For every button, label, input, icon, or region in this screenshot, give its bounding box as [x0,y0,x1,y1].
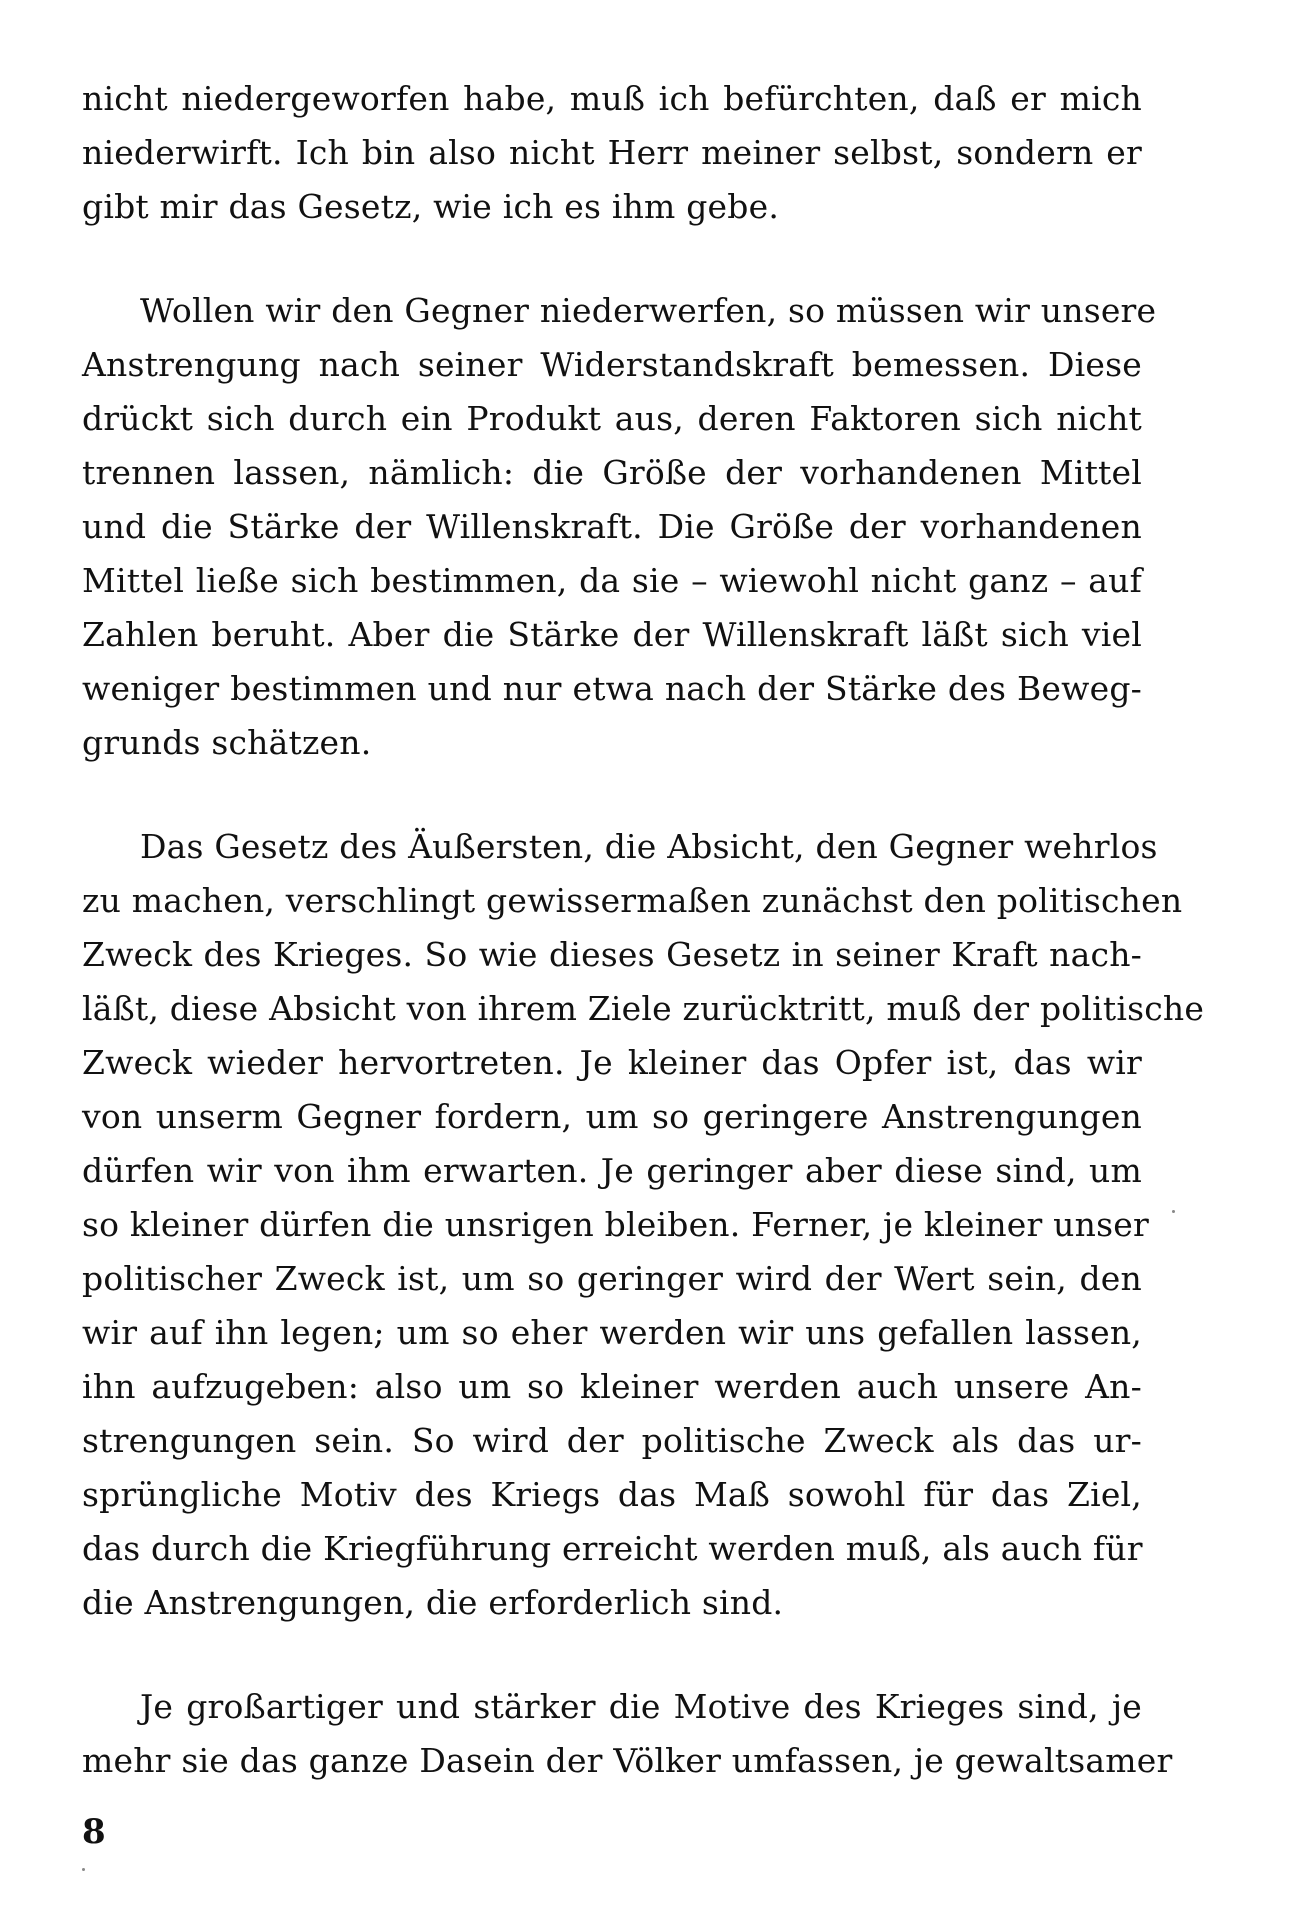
text-line: Zweck wieder hervortreten. Je kleiner das Opfer ist, das wir [82,1043,1142,1082]
text-line: weniger bestimmen und nur etwa nach der Stärke des Beweg- [82,669,1142,708]
text-line: niederwirft. Ich bin also nicht Herr meiner selbst, sondern er [82,133,1142,172]
text-line: Wollen wir den Gegner niederwerfen, so müssen wir unsere [140,291,1157,330]
text-line: gibt mir das Gesetz, wie ich es ihm gebe. [82,187,780,226]
text-line: die Anstrengungen, die erforderlich sind. [82,1583,784,1622]
text-line: wir auf ihn legen; um so eher werden wir uns gefallen lassen, [82,1313,1142,1352]
text-line: drückt sich durch ein Produkt aus, deren Faktoren sich nicht [82,399,1142,438]
text-line: von unserm Gegner fordern, um so geringere Anstrengungen [82,1097,1142,1136]
text-line: strengungen sein. So wird der politische Zweck als das ur- [82,1421,1142,1460]
text-line: das durch die Kriegführung erreicht werden muß, als auch für [82,1529,1143,1568]
text-line: Mittel ließe sich bestimmen, da sie – wiewohl nicht ganz – auf [82,561,1142,600]
paragraph-3 [82,820,1205,1630]
page-body [82,72,1205,1838]
text-line: trennen lassen, nämlich: die Größe der vorhandenen Mittel [82,453,1142,492]
text-line: sprüngliche Motiv des Kriegs das Maß sowohl für das Ziel, [82,1475,1142,1514]
text-line: Anstrengung nach seiner Widerstandskraft bemessen. Diese [82,345,1142,384]
text-line: Je großartiger und stärker die Motive des Krieges sind, je [140,1687,1142,1726]
text-line: politischer Zweck ist, um so geringer wird der Wert sein, den [82,1259,1142,1298]
text-line: mehr sie das ganze Dasein der Völker umfassen, je gewaltsamer [82,1741,1173,1780]
text-line: Zahlen beruht. Aber die Stärke der Willenskraft läßt sich viel [82,615,1142,654]
paragraph-4 [82,1680,1173,1788]
text-line: Zweck des Krieges. So wie dieses Gesetz in seiner Kraft nach- [82,935,1142,974]
paragraph-2 [82,284,1157,770]
text-line: grunds schätzen. [82,723,372,762]
text-line: Das Gesetz des Äußersten, die Absicht, den Gegner wehrlos [140,827,1158,866]
text-line: nicht niedergeworfen habe, muß ich befürchten, daß er mich [82,79,1142,118]
text-line: zu machen, verschlingt gewissermaßen zunächst den politischen [82,881,1183,920]
text-line: dürfen wir von ihm erwarten. Je geringer aber diese sind, um [82,1151,1142,1190]
print-speck [1172,1210,1175,1213]
text-line: so kleiner dürfen die unsrigen bleiben. Ferner, je kleiner unser [82,1205,1149,1244]
text-line: ihn aufzugeben: also um so kleiner werden auch unsere An- [82,1367,1142,1406]
print-speck [82,1868,85,1871]
text-line: läßt, diese Absicht von ihrem Ziele zurücktritt, muß der politische [82,989,1205,1028]
paragraph-1 [82,72,1142,234]
text-line: und die Stärke der Willenskraft. Die Größe der vorhandenen [82,507,1142,546]
page-number: 8 [82,1812,106,1852]
